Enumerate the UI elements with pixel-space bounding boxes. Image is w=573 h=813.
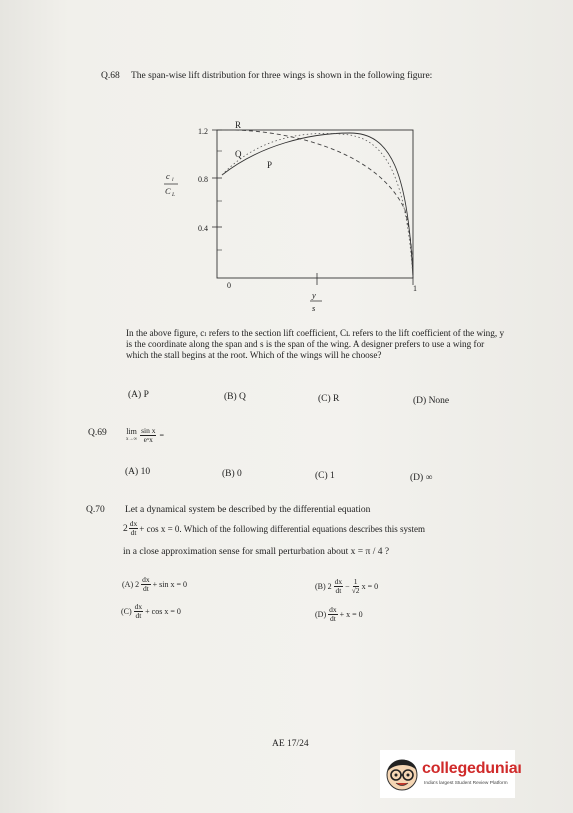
question-70-line3: in a close approximation sense for small perturbation about x = π / 4 ? [123, 547, 390, 557]
option-a-coef: 2 [135, 580, 140, 589]
option-b-label: (B) [315, 582, 326, 591]
question-69-limit [126, 427, 164, 444]
question-70-line1: Let a dynamical system be described by the differential equation [125, 505, 371, 515]
q68-option-d[interactable]: (D) None [413, 396, 450, 406]
option-d-dx: dx [329, 605, 337, 614]
curve-p [222, 133, 413, 278]
option-b-dt: dt [335, 586, 342, 595]
lift-distribution-chart [150, 115, 440, 325]
y-label-num-sub: l [172, 177, 174, 183]
option-b-frac-num: 1 [353, 577, 358, 586]
q70-option-b[interactable] [315, 578, 378, 595]
curve-label-p: P [267, 160, 273, 170]
x-label-num: y [312, 290, 316, 300]
q68-option-a[interactable]: (A) P [128, 390, 149, 400]
option-c-label: (C) [121, 607, 132, 616]
question-70-equation [123, 520, 425, 537]
curve-label-q: Q [235, 149, 242, 159]
curve-q [222, 133, 413, 278]
plot-frame [217, 130, 413, 278]
page-number: AE 17/24 [272, 739, 309, 749]
lift-distribution-figure [150, 115, 440, 325]
curve-r [235, 130, 413, 278]
q69-option-c[interactable]: (C) 1 [315, 471, 335, 481]
y-tick-label-1: 1.2 [198, 127, 208, 136]
q70-option-d[interactable] [315, 606, 363, 623]
y-tick-label-3: 0.4 [198, 224, 208, 233]
x-label-den: s [312, 303, 316, 313]
option-c-dt: dt [135, 611, 142, 620]
option-a-dx: dx [142, 575, 150, 584]
y-tick-label-2: 0.8 [198, 175, 208, 184]
option-a-dt: dt [142, 584, 149, 593]
option-a-label: (A) [122, 580, 134, 589]
option-b-coef: 2 [327, 582, 332, 591]
q69-option-a[interactable]: (A) 10 [125, 467, 151, 477]
eq-dx: dx [129, 519, 138, 528]
question-68-description: In the above figure, cₗ refers to the section lift coefficient, Cʟ refers to the lift coefficient of the wing, y is the coordinate along the span and s is the span of the wing. A designer prefers to use a wing for which the stall begins at the root. Which of the wings will he choose? [126, 328, 505, 361]
option-c-dx: dx [134, 602, 143, 611]
y-label-num: c [166, 171, 170, 181]
question-70-number: Q.70 [86, 505, 105, 515]
y-label-den-sub: L [172, 192, 176, 198]
option-b-dx: dx [334, 577, 343, 586]
limit-numerator: sin x [141, 426, 156, 435]
option-a-derivative [141, 576, 151, 593]
limit-denominator: eˣx [143, 435, 153, 444]
curve-label-r: R [235, 120, 242, 130]
limit-equals: = [159, 431, 164, 440]
option-b-coef-frac [352, 578, 360, 595]
lim-subscript: x→∞ [126, 436, 138, 442]
q68-option-b[interactable]: (B) Q [224, 392, 246, 402]
mascot-icon [382, 751, 422, 797]
limit-fraction [140, 427, 156, 444]
q69-option-b[interactable]: (B) 0 [222, 469, 242, 479]
eq-derivative [129, 520, 139, 537]
q70-option-c[interactable] [121, 603, 181, 620]
x-tick-label-1: 1 [413, 284, 417, 293]
eq-dt: dt [130, 528, 137, 537]
question-69-number: Q.69 [88, 428, 107, 438]
collegedunia-logo [380, 750, 522, 798]
option-d-label: (D) [315, 610, 327, 619]
y-label-den: C [165, 186, 171, 196]
q68-option-c[interactable]: (C) R [318, 394, 340, 404]
x-tick-label-0: 0 [227, 281, 231, 290]
option-c-derivative [134, 603, 144, 620]
option-c-rest: + cos x = 0 [145, 607, 181, 616]
lim-text: lim [126, 426, 137, 436]
option-a-rest: + sin x = 0 [152, 580, 187, 589]
question-68-number: Q.68 [101, 71, 120, 81]
question-68-text: The span-wise lift distribution for three wings is shown in the following figure: [131, 71, 433, 81]
option-b-rest: x = 0 [361, 582, 379, 591]
option-d-dt: dt [329, 614, 336, 623]
eq-rest: + cos x = 0. Which of the following differential equations describes this system [139, 523, 426, 534]
option-b-minus: − [345, 582, 350, 591]
option-b-derivative [334, 578, 344, 595]
q70-option-a[interactable] [122, 576, 187, 593]
q69-option-d[interactable]: (D) ∞ [410, 473, 433, 483]
option-b-frac-den: √2 [351, 586, 360, 595]
eq-coef: 2 [123, 523, 128, 534]
option-d-derivative [328, 606, 338, 623]
option-d-rest: + x = 0 [339, 610, 363, 619]
logo-wordmark: collegeduniaı [422, 760, 522, 777]
logo-tagline: India's largest Student Review Platform [424, 781, 508, 786]
